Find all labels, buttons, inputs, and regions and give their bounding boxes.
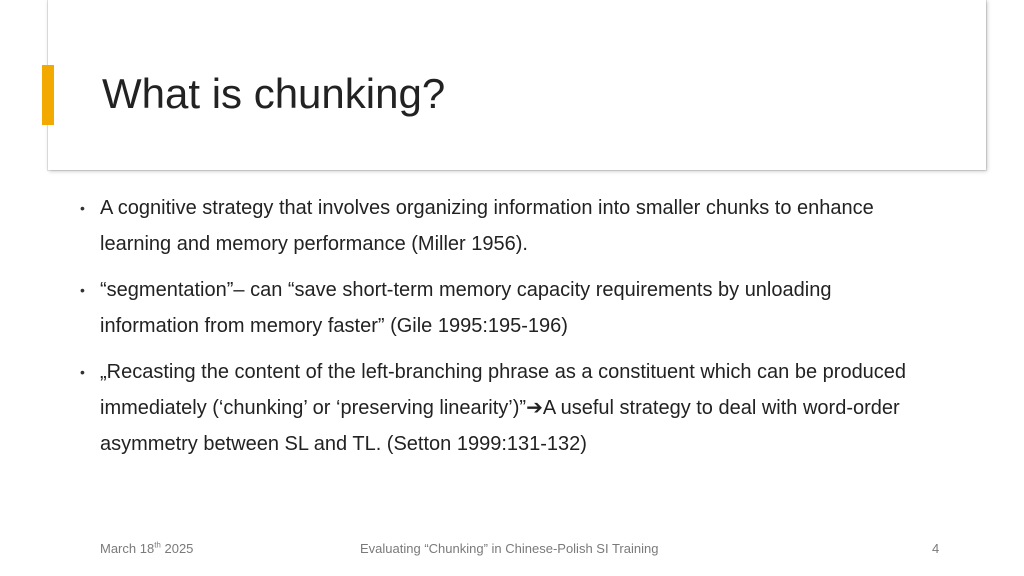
bullet-list xyxy=(0,190,1024,472)
bullet-text: A cognitive strategy that involves organizing information into smaller chunks to enhance learning and memory performance (Miller 1956). xyxy=(100,197,874,255)
bullet-item xyxy=(0,272,1024,344)
title-accent-bar xyxy=(42,65,54,125)
bullet-marker-icon: • xyxy=(80,282,85,298)
bullet-item xyxy=(0,190,1024,262)
bullet-text: „Recasting the content of the left-branching phrase as a constituent which can be produced immediately (‘chunking’ or ‘preserving linearity’)”➔A useful strategy to deal with word-order asymmetry between SL and TL. (Setton 1999:131-132) xyxy=(100,361,907,455)
footer-page-number: 4 xyxy=(932,541,940,556)
footer-title: Evaluating “Chunking” in Chinese-Polish SI Training xyxy=(360,541,659,556)
bullet-marker-icon: • xyxy=(80,364,85,380)
slide-title: What is chunking? xyxy=(102,70,446,117)
bullet-marker-icon: • xyxy=(80,200,85,216)
footer-date: March 18th 2025 xyxy=(100,540,194,556)
bullet-text: “segmentation”– can “save short-term memory capacity requirements by unloading information from memory faster” (Gile 1995:195-196) xyxy=(100,279,832,337)
bullet-item xyxy=(0,354,1024,462)
